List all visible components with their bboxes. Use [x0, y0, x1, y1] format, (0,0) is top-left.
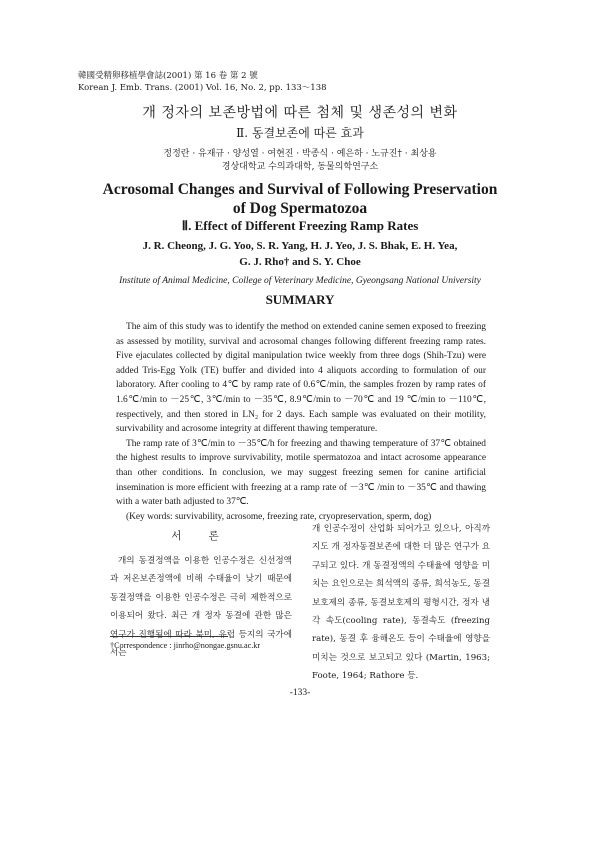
abstract [116, 320, 486, 524]
journal-header-english: Korean J. Emb. Trans. (2001) Vol. 16, No. 2, pp. 133～138 [78, 83, 327, 93]
korean-authors: 정정란 · 유재규 · 양성열 · 여현진 · 박종식 · 예은하 · 노규진† · 최상용 [163, 149, 437, 159]
english-subtitle: Ⅱ. Effect of Different Freezing Ramp Rates [181, 218, 419, 233]
korean-authors-block [60, 148, 540, 174]
journal-header [78, 70, 327, 94]
intro-right-text: 개 인공수정이 산업화 되어가고 있으나, 아직까지도 개 정자동결보존에 대한 더 많은 연구가 요구되고 있다. 개 동결정액의 수태율에 영향을 미치는 요인으로는 희석액의 종류, 희석농도, 동결보호제의 종류, 동결보호제의 평형시간, 정자 냉각 속도(cooling rate), 동결속도 (freezing rate), 동결 후 융해온도 등이 수태율에 영향을 미치는 것으로 보고되고 있다 (Martin, 1963; Foote, 1964; Rathore 등. [312, 524, 490, 682]
english-title-line1: Acrosomal Changes and Survival of Following Preservation [102, 181, 498, 198]
abstract-paragraph-2: The ramp rate of 3℃/min to －35℃/h for freezing and thawing temperature of 37℃ obtained the highest results to improve survivability, motile spermatozoa and intact acrosome appearance than other conditions. In conclusion, we may suggest freezing semen for canine artificial insemination is more efficient with freezing at a ramp rate of －3℃ /min to －35℃ and thawing with a water bath adjusted to 37℃. [116, 438, 486, 508]
intro-heading: 서 론 [171, 530, 231, 542]
korean-title: 개 정자의 보존방법에 따른 첨체 및 생존성의 변화 [142, 105, 458, 121]
page-number: -133- [289, 688, 311, 698]
footnote-rule [110, 636, 228, 637]
english-title-line2: of Dog Spermatozoa [232, 200, 368, 217]
keywords: (Key words: survivability, acrosome, freezing rate, cryopreservation, sperm, dog) [126, 511, 432, 522]
english-authors-line1: J. R. Cheong, J. G. Yoo, S. R. Yang, H. J. Yeo, J. S. Bhak, E. H. Yea, [142, 240, 458, 252]
intro-left-text: 개의 동결정액을 이용한 인공수정은 신선정액과 저온보존정액에 비해 수태율이 낮기 때문에 동결정액을 이용한 인공수정은 극히 제한적으로 이용되어 왔다. 최근 개 정자 동결에 관한 많은 연구가 진행됨에 따라 북미, 유럽 등지의 국가에서는 [110, 556, 292, 659]
english-authors [60, 238, 540, 270]
english-title [60, 180, 540, 218]
english-authors-line2: G. J. Rho† and S. Y. Choe [239, 256, 361, 268]
footnote: †Correspondence : jinrho@nongae.gsnu.ac.kr [110, 641, 261, 650]
english-institute: Institute of Animal Medicine, College of Veterinary Medicine, Gyeongsang National University [119, 276, 481, 286]
intro-right-column [312, 520, 490, 686]
korean-affiliation: 경상대학교 수의과대학, 동물의학연구소 [221, 162, 379, 172]
abstract-paragraph-1: The aim of this study was to identify the method on extended canine semen exposed to freezing as assessed by motility, survival and acrosomal changes following different freezing ramp rates. Five ejaculates collected by digital manipulation twice weekly from three dogs (Shih-Tzu) were added Tris-Egg Yolk (TE) buffer and divided into 4 aliquots according to formulation of our laboratory. After cooling to 4℃ by ramp rate of 0.6℃/min, the samples frozen by ramp rates of 1.6℃/min to －25℃, 3℃/min to －35℃, 8.9℃/min to －70℃ and 19 ℃/min to －110℃, respectively, and then stored in LN₂ for 2 days. Each sample was evaluated on their motility, survivability and acrosome integrity at different thawing temperature. [116, 322, 486, 435]
journal-header-korean: 韓國受精卵移植學會誌(2001) 第 16 卷 第 2 號 [78, 71, 258, 81]
korean-subtitle: Ⅱ. 동결보존에 따른 효과 [236, 126, 364, 140]
summary-heading: SUMMARY [265, 292, 335, 307]
